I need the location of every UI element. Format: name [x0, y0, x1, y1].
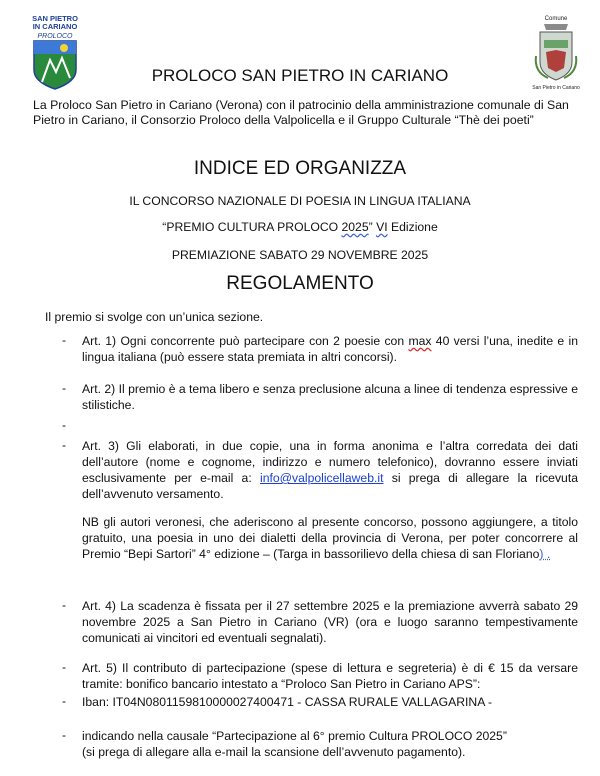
sezione-line: Il premio si svolge con un’unica sezione.: [45, 310, 264, 324]
art5-paragraph: Art. 5) Il contributo di partecipazione (spese di lettura e segreteria) è di € 15 da versare tramite: bonifico bancario intestato a “Proloco San Pietro in Cariano APS”:: [82, 661, 578, 691]
causale-note: (si prega di allegare alla e-mail la scansione dell’avvenuto pagamento).: [82, 745, 466, 759]
concorso-line: IL CONCORSO NAZIONALE DI POESIA IN LINGUA ITALIANA: [129, 194, 471, 208]
bullet-dash: -: [62, 728, 67, 742]
art3-before: Art. 3) Gli elaborati, in due copie, una in forma anonima e l’altra corredata dei dati dell’autore (nome e cognome, indirizzo e numero telefonico), dovranno essere inviati esclusivamente per e-mail a:: [82, 439, 578, 485]
heading-regolamento: REGOLAMENTO: [226, 273, 374, 294]
email-link[interactable]: info@valpolicellaweb.it: [259, 471, 384, 485]
art1-paragraph: [82, 333, 578, 365]
premio-prefix: “PREMIO CULTURA PROLOCO: [162, 220, 342, 234]
premio-suffix: Edizione: [387, 220, 438, 234]
art3-after: si prega di allegare la ricevuta dell’avvenuto versamento.: [82, 471, 578, 501]
art2-paragraph: Art. 2) Il premio è a tema libero e senza preclusione alcuna a linee di tendenza espressive e stilistiche.: [82, 382, 578, 412]
premio-year: 2025: [341, 220, 369, 234]
logo-line1: SAN PIETRO: [32, 14, 78, 23]
premio-vi: VI: [376, 220, 388, 234]
premiazione-line: PREMIAZIONE SABATO 29 NOVEMBRE 2025: [171, 248, 429, 262]
nb-tail: ) .: [539, 547, 551, 561]
logo-line2: IN CARIANO: [32, 22, 78, 31]
intro-paragraph: La Proloco San Pietro in Cariano (Verona) con il patrocinio della amministrazione comunale di San Pietro in Cariano, il Consorzio Proloco della Valpolicella e il Gruppo Culturale “Thè dei poeti”: [33, 98, 569, 127]
logo-brand: PROLOCO: [37, 33, 73, 40]
nb-text: NB gli autori veronesi, che aderiscono al presente concorso, possono aggiungere, a titolo gratuito, una poesia in uno dei dialetti della provincia di Verona, per poter concorrere al Premio “Bepi Sartori” 4° edizione – (Targa in bassorilievo della chiesa di san Floriano: [82, 515, 578, 561]
bullet-dash: -: [62, 438, 67, 452]
nb-paragraph: [82, 514, 578, 562]
crest-caption-top: Comune: [544, 16, 568, 22]
premio-quote: ”: [368, 220, 377, 234]
art4-paragraph: Art. 4) La scadenza è fissata per il 27 settembre 2025 e la premiazione avverrà sabato 29 novembre 2025 a San Pietro in Cariano (VR) (ora e luogo saranno tempestivamente comunicati ai vincitori ed eventuali segnalati).: [82, 599, 578, 645]
bullet-dash: -: [62, 418, 67, 432]
causale-line: indicando nella causale “Partecipazione al 6° premio Cultura PROLOCO 2025”: [82, 729, 507, 743]
page-title: PROLOCO SAN PIETRO IN CARIANO: [151, 66, 449, 85]
art1-before: Art. 1) Ogni concorrente può partecipare con 2 poesie con: [82, 334, 409, 348]
art3-paragraph: [82, 438, 578, 502]
art1-after: 40 versi l’una, inedite e in lingua italiana (può essere stata premiata in altri concorsi).: [82, 334, 579, 364]
premio-line: [0, 220, 600, 234]
bullet-dash: -: [62, 598, 67, 612]
iban-line: Iban: IT04N0801159810000027400471 - CASSA RURALE VALLAGARINA -: [82, 695, 493, 709]
bullet-dash: -: [62, 694, 67, 708]
heading-indice: INDICE ED ORGANIZZA: [193, 158, 407, 179]
crest-caption-bottom: San Pietro in Cariano: [532, 85, 580, 91]
art1-max: max: [408, 334, 432, 348]
bullet-dash: -: [62, 660, 67, 674]
bullet-dash: -: [62, 381, 67, 395]
bullet-dash: -: [62, 333, 67, 347]
